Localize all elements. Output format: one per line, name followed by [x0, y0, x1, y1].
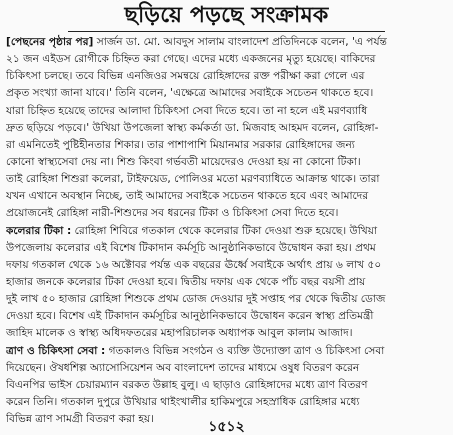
paragraph-1-line-6: দ্রুত ছড়িয়ে পড়বে।' উখিয়া উপজেলা স্বাস্থ্য কর্মকর্তা ডা. মিজবাহ আহমদ বলেন, রোহিঙ্গা- [6, 121, 379, 134]
paragraph-1-line-10: যখন এখানে অবস্থান নিচ্ছে, তাই আমাদের সবাইকে সচেতন থাকতে হবে এবং আমাদের [6, 190, 369, 203]
paragraph-1-line-5: যারা চিহ্নিত হয়েছে তাদের আলাদা চিকিৎসা সেবা দিতে হবে। তা না হলে এই মরণব্যাধি [6, 104, 368, 117]
paragraph-1-line-4: প্রকৃত সংখ্যা জানা যাবে।' তিনি বলেন, 'এক্ষেত্রে আমাদের সবাইকে সচেতন থাকতে হবে। [6, 87, 374, 100]
paragraph-1-line-1: [পেছনের পৃষ্ঠার পর] সার্জন ডা. মো. আবদুস সালাম বাংলাদেশ প্রতিদিনকে বলেন, 'এ পর্যন্ত [6, 36, 387, 48]
page-number: ১৫১২ [208, 419, 245, 435]
paragraph-3-line-3: বিএনপির ভাইস চেয়ারম্যান বরকত উল্লাহ বুলু। এ ছাড়াও রোহিঙ্গাদের মধ্যে ত্রাণ বিতরণ [6, 378, 368, 391]
paragraph-2-line-5: দুই লাখ ৫০ হাজার রোহিঙ্গা শিশুকে প্রথম ডোজ দেওয়ার দুই সপ্তাহ পর থেকে দ্বিতীয় ডোজ [6, 293, 386, 306]
paragraph-1-line-8: কোনো স্বাস্থ্যসেবা দেয় না। শিশু কিংবা গর্ভবতী মায়েদেরও দেওয়া হয় না কোনো টিকা। [6, 155, 361, 168]
headline-rule [68, 31, 385, 32]
headline: ছড়িয়ে পড়ছে সংক্রামক [124, 3, 329, 28]
paragraph-2-line-6: দেওয়া হবে। বিশেষ এই টিকাদান কর্মসূচির আনুষ্ঠানিকভাবে উদ্বোধন করেন স্বাস্থ্য প্রতিমন্ত্রী [6, 310, 374, 323]
paragraph-1-line-9: তাই রোহিঙ্গা শিশুরা কলেরা, টাইফয়েড, পোলিওর মতো মরণব্যাধিতে আক্রান্ত থাকে। তারা [6, 173, 380, 186]
paragraph-1-line-11: প্রয়োজনেই রোহিঙ্গা নারী-শিশুদের সব ধরনের টিকা ও চিকিৎসা সেবা দিতে হবে। [6, 207, 339, 220]
paragraph-3-line-2: দিয়েছেন। ঔষধশিল্প অ্যাসোসিয়েশন অব বাংলাদেশ তাদের মাধ্যমে ওষুধ বিতরণ করেন [6, 361, 360, 374]
relief-medical-label: ত্রাণ ও চিকিৎসা সেবা : [6, 344, 106, 357]
article-body [6, 34, 447, 428]
paragraph-2-line-4: হাজার জনকে কলেরার টিকা দেওয়া হবে। দ্বিতীয় দফায় এক থেকে পাঁচ বছর বয়সী প্রায় [6, 275, 366, 288]
paragraph-2-line-1: কলেরার টিকা : রোহিঙ্গা শিবিরে গতকাল থেকে কলেরার টিকা দেওয়া শুরু হয়েছে। উখিয়া [6, 224, 378, 237]
paragraph-3-line-1: ত্রাণ ও চিকিৎসা সেবা : গতকালও বিভিন্ন সংগঠন ও ব্যক্তি উদ্যোক্তা ত্রাণ ও চিকিৎসা সেবা [6, 344, 385, 357]
paragraph-2-line-2: উপজেলায় কলেরার এই বিশেষ টিকাদান কর্মসূচি আনুষ্ঠানিকভাবে উদ্বোধন করা হয়। প্রথম [6, 241, 376, 254]
paragraph-2-line-3: দফায় গতকাল থেকে ১৬ অক্টোবর পর্যন্ত এক বছরের ঊর্ধ্বে সবাইকে অর্থাৎ প্রায় ৬ লাখ ৫০ [6, 258, 382, 271]
cholera-vaccine-label: কলেরার টিকা : [6, 224, 72, 237]
paragraph-1-line-7: রা এমনিতেই পুষ্টিহীনতার শিকার। তার পাশাপাশি মিয়ানমার সরকার রোহিঙ্গাদের জন্য [6, 138, 355, 151]
paragraph-2-line-7: জাহিদ মালেক ও স্বাস্থ্য অধিদফতরের মহাপরিচালক অধ্যাপক আবুল কালাম আজাদ। [6, 327, 353, 340]
continuation-marker: [পেছনের পৃষ্ঠার পর] [6, 36, 94, 48]
paragraph-1-line-2: ২১ জন এইডস রোগীকে চিহ্নিত করা গেছে। এদের মধ্যে একজনের মৃত্যু হয়েছে। বাকিদের [6, 53, 376, 66]
paragraph-1-line-3: চিকিৎসা চলছে। তবে বিভিন্ন এনজিওর সমন্বয়ে রোহিঙ্গাদের রক্ত পরীক্ষা করা গেলে এর [6, 70, 365, 83]
paragraph-3-line-4: করেন তিনি। গতকাল দুপুরে উখিয়ার থাইংখালীর হাকিমপুরে সহস্রাধিক রোহিঙ্গার মধ্যে [6, 395, 360, 408]
paragraph-3-line-5: বিভিন্ন ত্রাণ সামগ্রী বিতরণ করা হয়। [6, 413, 154, 426]
